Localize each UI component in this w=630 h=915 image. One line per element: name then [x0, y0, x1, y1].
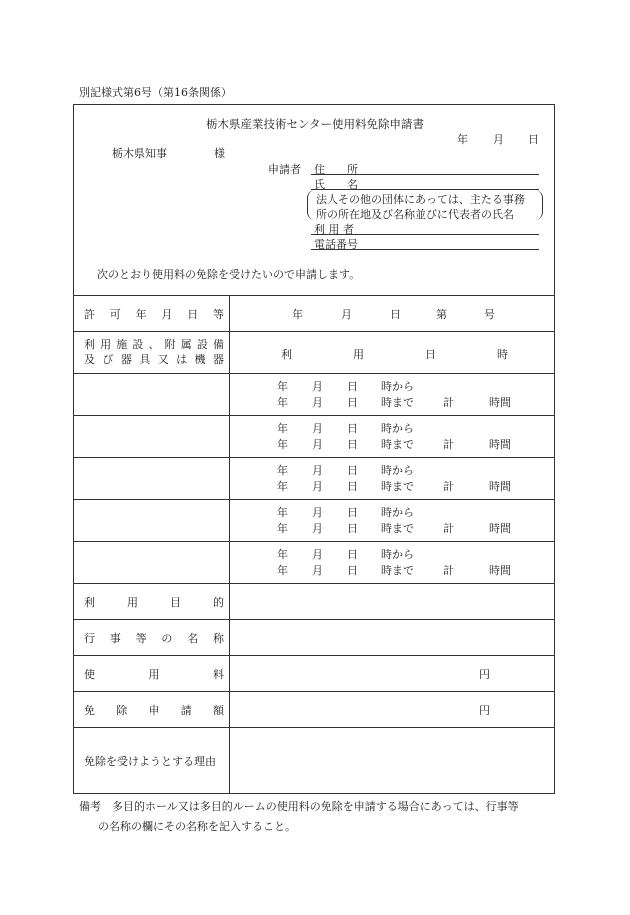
table-line: [73, 373, 555, 374]
time-slot-1-month: 月: [312, 396, 323, 409]
table-line: [73, 727, 555, 728]
time-slot-5-hours: 時間: [489, 564, 511, 577]
time-slot-2-to: 時まで: [381, 438, 414, 451]
phone-field[interactable]: [311, 249, 539, 250]
time-slot-1-year: 年: [277, 396, 288, 409]
time-slot-1-total: 計: [443, 396, 454, 409]
time-slot-1-to: 時まで: [381, 396, 414, 409]
time-slot-4-month: 月: [312, 506, 323, 519]
form-title: 栃木県産業技術センター使用料免除申請書: [205, 117, 425, 131]
date-day-label: 日: [528, 133, 539, 146]
time-slot-4-total: 計: [443, 522, 454, 535]
time-slot-3-to: 時まで: [381, 480, 414, 493]
permit-no-prefix: 第: [436, 308, 447, 321]
date-year-label: 年: [457, 133, 468, 146]
exemption-reason-label: 免除を受けようとする理由: [84, 755, 216, 768]
table-line: [73, 457, 555, 458]
time-slot-5-to: 時まで: [381, 564, 414, 577]
intro-statement: 次のとおり使用料の免除を受けたいので申請します。: [97, 268, 361, 281]
time-slot-2-month: 月: [312, 438, 323, 451]
time-slot-4-day: 日: [347, 506, 358, 519]
remarks-line2: の名称の欄にその名称を記入すること。: [98, 820, 296, 833]
table-line: [73, 415, 555, 416]
table-column-divider: [229, 295, 230, 794]
form-number: 別記様式第6号（第16条関係）: [79, 86, 232, 99]
time-slot-4-year: 年: [277, 506, 288, 519]
fee-label: 使 用 料: [84, 668, 224, 681]
time-slot-2-day: 日: [347, 438, 358, 451]
user-label: 利 用 者: [314, 223, 354, 236]
time-slot-2-year: 年: [277, 422, 288, 435]
fee-yen-unit: 円: [479, 668, 490, 681]
permit-day: 日: [390, 308, 401, 321]
time-slot-3-day: 日: [347, 480, 358, 493]
time-slot-5-total: 計: [443, 564, 454, 577]
time-slot-5-day: 日: [347, 548, 358, 561]
time-slot-5-day: 日: [347, 564, 358, 577]
time-slot-5-year: 年: [277, 564, 288, 577]
time-slot-3-from: 時から: [381, 464, 414, 477]
applicant-label: 申請者: [268, 163, 301, 176]
time-slot-5-month: 月: [312, 548, 323, 561]
permit-no-suffix: 号: [484, 308, 495, 321]
remarks-line1: 備考 多目的ホール又は多目的ルームの使用料の免除を申請する場合にあっては、行事等: [79, 800, 519, 813]
time-slot-3-total: 計: [443, 480, 454, 493]
time-slot-4-from: 時から: [381, 506, 414, 519]
time-slot-3-month: 月: [312, 480, 323, 493]
time-slot-2-month: 月: [312, 422, 323, 435]
table-line: [73, 499, 555, 500]
usage-header-char: 用: [353, 348, 364, 361]
table-line: [73, 583, 555, 584]
permit-year: 年: [292, 308, 303, 321]
time-slot-3-month: 月: [312, 464, 323, 477]
permit-date-label: 許 可 年 月 日 等: [84, 308, 224, 321]
honorific: 様: [214, 147, 225, 160]
time-slot-1-day: 日: [347, 396, 358, 409]
event-name-label: 行 事 等 の 名 称: [84, 632, 224, 645]
time-slot-5-from: 時から: [381, 548, 414, 561]
name-label: 氏 名: [314, 178, 358, 191]
phone-label: 電話番号: [314, 238, 358, 251]
time-slot-4-to: 時まで: [381, 522, 414, 535]
time-slot-5-year: 年: [277, 548, 288, 561]
time-slot-1-hours: 時間: [489, 396, 511, 409]
time-slot-3-year: 年: [277, 480, 288, 493]
corporation-note-line1: 法人その他の団体にあっては、主たる事務: [316, 193, 525, 206]
time-slot-2-hours: 時間: [489, 438, 511, 451]
table-line: [73, 295, 555, 296]
permit-month: 月: [341, 308, 352, 321]
user-field[interactable]: [311, 234, 539, 235]
time-slot-4-month: 月: [312, 522, 323, 535]
exemption-amount-label: 免 除 申 請 額: [84, 704, 224, 717]
time-slot-3-year: 年: [277, 464, 288, 477]
corporation-note-line2: 所の所在地及び名称並びに代表者の氏名: [316, 208, 514, 221]
addressee: 栃木県知事: [112, 147, 167, 160]
time-slot-1-year: 年: [277, 380, 288, 393]
usage-header-char: 利: [281, 348, 292, 361]
time-slot-2-day: 日: [347, 422, 358, 435]
table-line: [73, 619, 555, 620]
purpose-label: 利 用 目 的: [84, 596, 224, 609]
time-slot-5-month: 月: [312, 564, 323, 577]
table-line: [73, 655, 555, 656]
table-line: [73, 691, 555, 692]
time-slot-3-hours: 時間: [489, 480, 511, 493]
time-slot-4-year: 年: [277, 522, 288, 535]
time-slot-4-day: 日: [347, 522, 358, 535]
time-slot-2-year: 年: [277, 438, 288, 451]
address-field[interactable]: [311, 174, 539, 175]
time-slot-1-day: 日: [347, 380, 358, 393]
table-line: [73, 541, 555, 542]
time-slot-2-from: 時から: [381, 422, 414, 435]
exemption-yen-unit: 円: [479, 704, 490, 717]
time-slot-2-total: 計: [443, 438, 454, 451]
date-month-label: 月: [493, 133, 504, 146]
usage-header-char: 日: [425, 348, 436, 361]
time-slot-4-hours: 時間: [489, 522, 511, 535]
time-slot-1-month: 月: [312, 380, 323, 393]
usage-header-char: 時: [497, 348, 508, 361]
table-line: [73, 331, 555, 332]
time-slot-3-day: 日: [347, 464, 358, 477]
address-label: 住 所: [314, 163, 358, 176]
time-slot-1-from: 時から: [381, 380, 414, 393]
facility-label: 利 用 施 設 、 附 属 設 備 及 び 器 具 又 は 機 器: [84, 338, 224, 366]
